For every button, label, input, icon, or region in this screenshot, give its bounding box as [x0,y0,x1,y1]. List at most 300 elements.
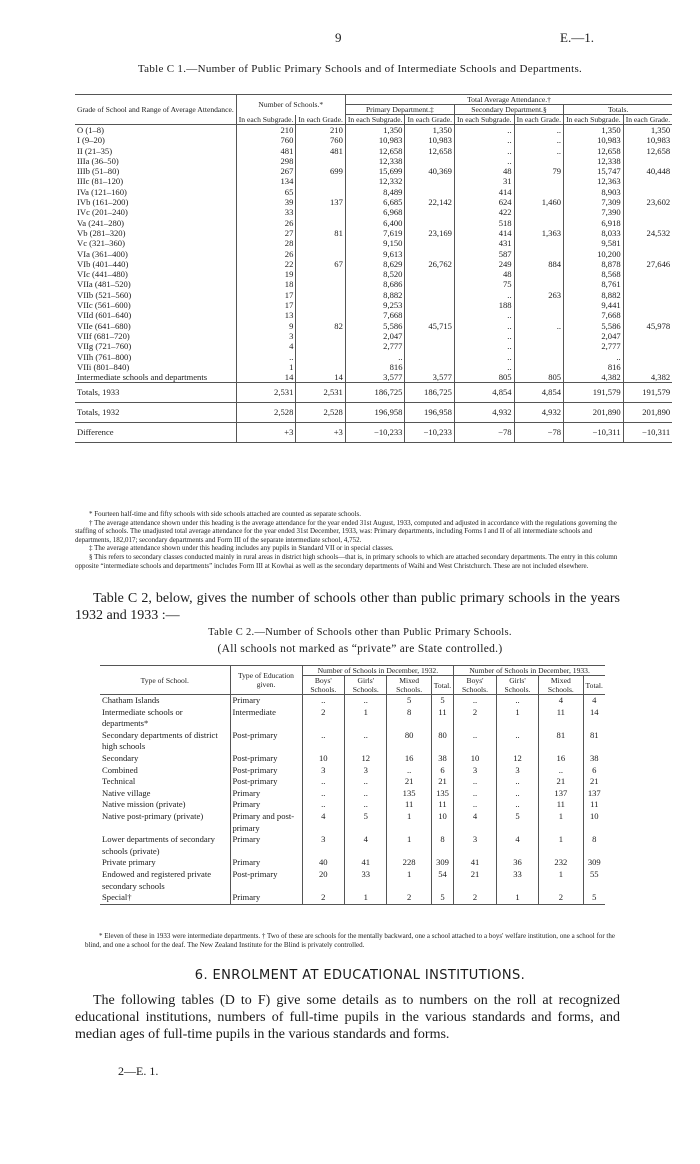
cell-value [405,218,454,228]
table-row [75,310,672,320]
cell-value: 12,658 [405,146,454,156]
cell-value: 39 [236,197,296,207]
table-row [75,269,672,279]
cell-value [514,352,563,362]
cell-value: 201,890 [623,403,672,423]
cell-value: 8 [387,707,431,730]
table-row [75,259,672,269]
cell-value: .. [302,776,345,788]
cell-value [405,310,454,320]
table-row [100,707,605,730]
row-label: Endowed and registered private secondary schools [102,868,212,891]
cell-value: 81 [296,228,345,238]
cell-value: .. [454,730,497,753]
cell-value: 4 [539,695,583,707]
cell-value: −10,233 [345,423,405,443]
cell-value [514,238,563,248]
cell-value: .. [454,321,514,331]
cell-value [514,249,563,259]
row-label: IIIb (51–80) [77,166,120,177]
cell-value: 48 [454,166,514,176]
cell-value [405,352,454,362]
cell-value: 8,520 [345,269,405,279]
table-row [75,166,672,176]
cell-value: 760 [296,135,345,145]
cell-value: 12,658 [345,146,405,156]
cell-value: 4,932 [514,403,563,423]
table-row [100,788,605,800]
table-c1-footnotes [75,510,620,570]
cell-value: 2 [302,707,345,730]
cell-value: .. [302,695,345,707]
cell-value: 1 [345,892,387,904]
cell-value: 41 [454,857,497,869]
cell-value: .. [387,765,431,777]
cell-value: 5 [431,695,453,707]
col-grade-each: In each Grade. [623,115,672,125]
cell-value: 518 [454,218,514,228]
cell-value: 80 [387,730,431,753]
col-grade-each: In each Grade. [405,115,454,125]
cell-value: +3 [236,423,296,443]
cell-value: 3,577 [345,372,405,383]
col-primary: Primary Department.‡ [345,105,454,115]
cell-value: 431 [454,238,514,248]
cell-value: 81 [539,730,583,753]
cell-value: 4 [345,834,387,857]
cell-value: Primary [230,834,302,857]
cell-value: 2 [454,892,497,904]
cell-value: 23,602 [623,197,672,207]
cell-value: 3 [454,834,497,857]
row-label: Totals, 1933 [77,387,120,398]
cell-value: 4 [583,695,605,707]
cell-value: 624 [454,197,514,207]
cell-value: 4,932 [454,403,514,423]
col-grade-each: In each Grade. [296,115,345,125]
cell-value: 5 [345,811,387,834]
row-label: IVb (161–200) [77,197,129,208]
col-sub: In each Subgrade. [564,115,624,125]
cell-value: 5 [583,892,605,904]
cell-value: 36 [496,857,538,869]
cell-value [296,362,345,372]
cell-value [296,341,345,351]
cell-value: .. [496,799,538,811]
col-1932: Number of Schools in December, 1932. [302,666,454,676]
cell-value: 18 [236,279,296,289]
cell-value: .. [454,156,514,166]
cell-value: .. [496,730,538,753]
cell-value: −78 [514,423,563,443]
cell-value: 196,958 [405,403,454,423]
cell-value: 48 [454,269,514,279]
cell-value: 3 [345,765,387,777]
cell-value: 135 [387,788,431,800]
cell-value: 8,686 [345,279,405,289]
cell-value: 9,253 [345,300,405,310]
cell-value [405,187,454,197]
cell-value [514,331,563,341]
cell-value: .. [496,695,538,707]
cell-value: 3 [454,765,497,777]
cell-value: 8,882 [564,290,624,300]
cell-value: 228 [387,857,431,869]
cell-value: .. [514,125,563,136]
cell-value: 33 [236,207,296,217]
cell-value [514,176,563,186]
cell-value: 816 [564,362,624,372]
cell-value: 1 [539,811,583,834]
cell-value: 481 [236,146,296,156]
cell-value [623,187,672,197]
cell-value: 7,668 [345,310,405,320]
footnote: † The average attendance shown under this heading is the average attendance for the year ended 31st August, 1933, computed and adjusted in accordance with the regulations governing the staffing of schools. The unadjusted total average attendance for the year ended 31st December, 1933, was: Primary departments, including Forms I and II of all intermediate schools and departments, 182,017; secondary departments and Form III of the separate intermediate school, 4,752. [75,518,617,544]
cell-value: 10,200 [564,249,624,259]
cell-value: 1 [539,834,583,857]
cell-value [405,362,454,372]
cell-value: 249 [454,259,514,269]
row-label: Combined [102,764,138,775]
table-row [100,765,605,777]
cell-value: −10,311 [623,423,672,443]
cell-value: 8,903 [564,187,624,197]
cell-value: 33 [496,869,538,892]
cell-value: 20 [302,869,345,892]
row-label: VIIb (521–560) [77,289,132,300]
row-label: VIIf (681–720) [77,330,130,341]
cell-value: 6 [583,765,605,777]
cell-value: .. [454,352,514,362]
cell-value: Post-primary [230,869,302,892]
table-c2-subtitle: (All schools not marked as “private” are State controlled.) [217,643,503,655]
cell-value [623,207,672,217]
cell-value: Primary and post-primary [230,811,302,834]
cell-value [296,249,345,259]
cell-value [623,176,672,186]
row-label: Lower departments of secondary schools (private) [102,834,215,856]
table-c2 [100,665,605,905]
cell-value: 210 [236,125,296,136]
cell-value: 12,338 [564,156,624,166]
col-type-edu: Type of Education given. [230,666,302,695]
cell-value: 22,142 [405,197,454,207]
cell-value [296,300,345,310]
cell-value: 699 [296,166,345,176]
cell-value: 8,878 [564,259,624,269]
cell-value: 38 [583,753,605,765]
cell-value: 1,350 [564,125,624,136]
row-label: VIa (361–400) [77,248,128,259]
cell-value: 12,363 [564,176,624,186]
cell-value: .. [345,776,387,788]
cell-value: .. [454,341,514,351]
cell-value: .. [454,135,514,145]
cell-value: 7,390 [564,207,624,217]
cell-value: .. [496,776,538,788]
cell-value: 31 [454,176,514,186]
cell-value: 21 [539,776,583,788]
cell-value: 816 [345,362,405,372]
cell-value: +3 [296,423,345,443]
cell-value [405,238,454,248]
cell-value: 12,332 [345,176,405,186]
cell-value: 41 [345,857,387,869]
cell-value: .. [454,799,497,811]
cell-value: 21 [454,869,497,892]
cell-value [296,331,345,341]
table-c2-title: Table C 2.—Number of Schools other than Public Primary Schools. [208,627,512,638]
cell-value: 26 [236,249,296,259]
table-row [75,176,672,186]
cell-value: 760 [236,135,296,145]
cell-value: 309 [431,857,453,869]
col-grade: Grade of School and Range of Average Attendance. [77,105,234,114]
cell-value: 26,762 [405,259,454,269]
cell-value [623,352,672,362]
cell-value: 5 [387,695,431,707]
cell-value: 22 [236,259,296,269]
cell-value: .. [496,788,538,800]
cell-value: 3 [236,331,296,341]
difference-row [75,423,672,443]
cell-value [405,249,454,259]
cell-value: 137 [583,788,605,800]
cell-value: .. [302,799,345,811]
cell-value: 267 [236,166,296,176]
cell-value [405,176,454,186]
cell-value [296,156,345,166]
col-girls: Girls' Schools. [496,676,538,695]
cell-value [296,218,345,228]
cell-value: .. [302,730,345,753]
row-label: Vb (281–320) [77,227,126,238]
cell-value: 4 [454,811,497,834]
cell-value: 1 [236,362,296,372]
table-row [75,238,672,248]
cell-value: 7,668 [564,310,624,320]
row-label: Native mission (private) [102,799,186,810]
cell-value: 2,528 [296,403,345,423]
cell-value: 2 [387,892,431,904]
footnote: ‡ The average attendance shown under this heading includes any pupils in Standard VII or in special classes. [89,544,394,553]
cell-value [514,300,563,310]
row-label: Intermediate schools or departments* [102,706,183,729]
cell-value: 6,968 [345,207,405,217]
cell-value: 2,047 [564,331,624,341]
cell-value: .. [302,788,345,800]
cell-value: 2,047 [345,331,405,341]
table-c1 [75,94,672,443]
cell-value [296,176,345,186]
cell-value: 14 [583,707,605,730]
row-label: VIId (601–640) [77,310,132,321]
row-label: VIIa (481–520) [77,279,131,290]
cell-value: 191,579 [623,383,672,403]
cell-value: 2,777 [564,341,624,351]
cell-value: .. [345,730,387,753]
cell-value: 2,528 [236,403,296,423]
row-label: Technical [102,776,136,787]
row-label: VIc (441–480) [77,269,128,280]
col-boys: Boys' Schools. [302,676,345,695]
cell-value: 2,777 [345,341,405,351]
cell-value [514,362,563,372]
cell-value: .. [454,776,497,788]
cell-value: 27 [236,228,296,238]
row-label: Native village [102,787,151,798]
row-label: VIIg (721–760) [77,341,132,352]
cell-value [623,249,672,259]
col-1933: Number of Schools in December, 1933. [454,666,605,676]
cell-value [623,238,672,248]
cell-value: 28 [236,238,296,248]
cell-value: .. [514,321,563,331]
cell-value: 9,150 [345,238,405,248]
col-type-school: Type of School. [140,675,189,685]
cell-value: 15,747 [564,166,624,176]
cell-value: 186,725 [345,383,405,403]
cell-value: 55 [583,869,605,892]
cell-value [296,187,345,197]
cell-value: 12,658 [623,146,672,156]
cell-value: 13 [236,310,296,320]
col-girls: Girls' Schools. [345,676,387,695]
col-totals: Totals. [564,105,673,115]
cell-value: 137 [539,788,583,800]
cell-value: 3 [302,765,345,777]
cell-value: 16 [387,753,431,765]
cell-value: 75 [454,279,514,289]
cell-value: .. [236,352,296,362]
intro-c2: Table C 2, below, gives the number of schools other than public primary schools in the years 1932 and 1933 :— [75,591,620,623]
cell-value: 135 [431,788,453,800]
cell-value: 5,586 [564,321,624,331]
cell-value: 1,350 [405,125,454,136]
cell-value [405,156,454,166]
cell-value [296,290,345,300]
cell-value: 10 [454,753,497,765]
table-row [75,187,672,197]
cell-value: 6 [431,765,453,777]
cell-value [296,310,345,320]
cell-value [623,279,672,289]
table-row [75,228,672,238]
row-label: IIIc (81–120) [77,176,124,187]
section-heading: 6. ENROLMENT AT EDUCATIONAL INSTITUTIONS. [194,968,526,983]
cell-value: 11 [431,799,453,811]
cell-value: 14 [296,372,345,383]
cell-value: 414 [454,228,514,238]
table-row [75,331,672,341]
cell-value: −10,233 [405,423,454,443]
cell-value: 196,958 [345,403,405,423]
cell-value: 26 [236,218,296,228]
row-label: VIIi (801–840) [77,361,130,372]
cell-value [623,269,672,279]
row-label: Va (241–280) [77,217,125,228]
cell-value: 9,441 [564,300,624,310]
table-row [75,197,672,207]
cell-value: 79 [514,166,563,176]
cell-value [623,156,672,166]
cell-value: 5 [431,892,453,904]
cell-value: 805 [514,372,563,383]
cell-value: 81 [583,730,605,753]
cell-value: 191,579 [564,383,624,403]
cell-value: Intermediate [230,707,302,730]
cell-value: 1 [496,892,538,904]
totals-row-1932 [75,403,672,423]
row-label: Totals, 1932 [77,407,120,418]
cell-value: 137 [296,197,345,207]
col-mixed: Mixed Schools. [539,676,583,695]
cell-value: 1,460 [514,197,563,207]
cell-value: .. [345,788,387,800]
cell-value: 2,531 [236,383,296,403]
cell-value: Primary [230,892,302,904]
cell-value: −10,311 [564,423,624,443]
cell-value [405,279,454,289]
cell-value: 24,532 [623,228,672,238]
cell-value: 10 [583,811,605,834]
table-row [100,869,605,892]
cell-value: 11 [539,707,583,730]
cell-value: 1 [387,869,431,892]
cell-value: 5 [496,811,538,834]
cell-value [623,331,672,341]
footnote: * Fourteen half-time and fifty schools with side schools attached are counted as separate schools. [89,510,361,518]
cell-value [296,279,345,289]
cell-value: 27,646 [623,259,672,269]
row-label: I (9–20) [77,135,105,146]
cell-value [296,269,345,279]
cell-value: 12,338 [345,156,405,166]
cell-value: 65 [236,187,296,197]
cell-value: 4,382 [623,372,672,383]
cell-value: Primary [230,857,302,869]
cell-value: 210 [296,125,345,136]
cell-value: 19 [236,269,296,279]
totals-row-1933 [75,383,672,403]
cell-value [514,341,563,351]
col-grade-each: In each Grade. [514,115,563,125]
cell-value: 6,918 [564,218,624,228]
cell-value: 67 [296,259,345,269]
cell-value: .. [345,352,405,362]
row-label: O (1–8) [77,125,104,135]
row-label: Vc (321–360) [77,238,125,249]
cell-value: .. [454,125,514,136]
cell-value: 9,581 [564,238,624,248]
cell-value: .. [454,331,514,341]
cell-value [405,269,454,279]
table-row [75,352,672,362]
cell-value: 3,577 [405,372,454,383]
cell-value: 10 [431,811,453,834]
cell-value: 4 [496,834,538,857]
cell-value: 3 [496,765,538,777]
cell-value: .. [454,290,514,300]
cell-value: 1,363 [514,228,563,238]
cell-value: 40 [302,857,345,869]
cell-value: 6,685 [345,197,405,207]
table-row [75,146,672,156]
cell-value: .. [454,310,514,320]
table-row [75,125,672,136]
cell-value: 587 [454,249,514,259]
cell-value [514,269,563,279]
